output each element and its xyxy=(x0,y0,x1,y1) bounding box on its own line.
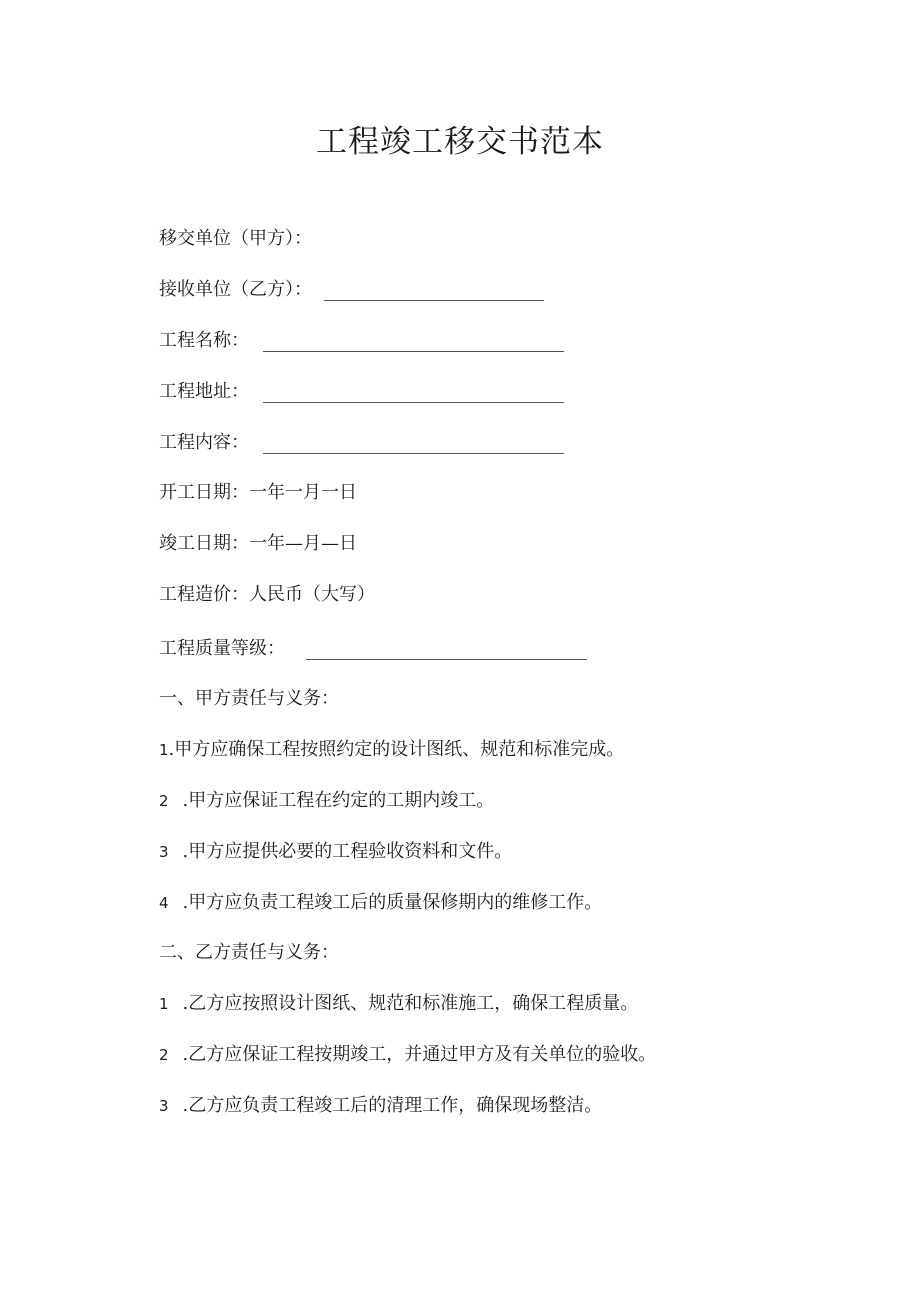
section-b-item-2 xyxy=(159,1042,656,1068)
section-a-item-1-number: 1 xyxy=(159,741,169,759)
field-project-cost-label: 工程造价：人民币（大写） xyxy=(159,584,375,605)
field-quality-grade-label: 工程质量等级： xyxy=(159,638,285,659)
field-project-address-label: 工程地址： xyxy=(159,381,249,402)
field-quality-grade xyxy=(159,636,587,662)
section-b-item-3 xyxy=(159,1093,602,1119)
section-b-item-1-number: 1 xyxy=(159,995,169,1013)
field-receiving-unit-label: 接收单位（乙方）： xyxy=(159,279,312,300)
project-content-blank-line xyxy=(263,435,564,454)
field-transfer-unit xyxy=(159,226,312,252)
section-a-item-3-text: .甲方应提供必要的工程验收资料和文件。 xyxy=(182,841,513,862)
section-a-item-4 xyxy=(159,890,602,916)
section-b-item-1 xyxy=(159,991,638,1017)
section-a-item-1 xyxy=(159,737,624,763)
field-project-name-label: 工程名称： xyxy=(159,330,249,351)
project-address-blank-line xyxy=(263,384,564,403)
receiving-unit-blank-line xyxy=(324,282,544,301)
section-a-item-4-number: 4 xyxy=(159,894,169,912)
field-project-content xyxy=(159,430,564,456)
field-project-name xyxy=(159,328,564,354)
project-name-blank-line xyxy=(263,333,564,352)
section-a-item-3-number: 3 xyxy=(159,843,169,861)
section-b-item-3-number: 3 xyxy=(159,1097,169,1115)
field-project-content-label: 工程内容： xyxy=(159,432,249,453)
section-a-item-4-text: .甲方应负责工程竣工后的质量保修期内的维修工作。 xyxy=(182,892,603,913)
field-completion-date-label: 竣工日期：一年—月—日 xyxy=(159,533,357,554)
section-b-item-3-text: .乙方应负责工程竣工后的清理工作，确保现场整洁。 xyxy=(182,1095,603,1116)
section-a-heading-text: 一、甲方责任与义务： xyxy=(159,688,339,709)
section-b-heading xyxy=(159,940,339,966)
section-b-heading-text: 二、乙方责任与义务： xyxy=(159,942,339,963)
document-title: 工程竣工移交书范本 xyxy=(316,124,604,160)
section-a-item-2-text: .甲方应保证工程在约定的工期内竣工。 xyxy=(182,790,495,811)
field-project-address xyxy=(159,379,564,405)
field-completion-date xyxy=(159,531,357,557)
field-start-date-label: 开工日期：一年一月一日 xyxy=(159,482,357,503)
field-receiving-unit xyxy=(159,277,544,303)
section-b-item-2-number: 2 xyxy=(159,1046,169,1064)
section-a-item-2 xyxy=(159,788,494,814)
field-transfer-unit-label: 移交单位（甲方）： xyxy=(159,228,312,249)
section-a-item-2-number: 2 xyxy=(159,792,169,810)
section-a-item-3 xyxy=(159,839,512,865)
section-a-heading xyxy=(159,686,339,712)
section-a-item-1-text: .甲方应确保工程按照约定的设计图纸、规范和标准完成。 xyxy=(168,739,625,760)
field-start-date xyxy=(159,480,357,506)
field-project-cost xyxy=(159,582,375,608)
quality-grade-blank-line xyxy=(306,641,587,660)
section-b-item-1-text: .乙方应按照设计图纸、规范和标准施工，确保工程质量。 xyxy=(182,993,639,1014)
section-b-item-2-text: .乙方应保证工程按期竣工，并通过甲方及有关单位的验收。 xyxy=(182,1044,657,1065)
